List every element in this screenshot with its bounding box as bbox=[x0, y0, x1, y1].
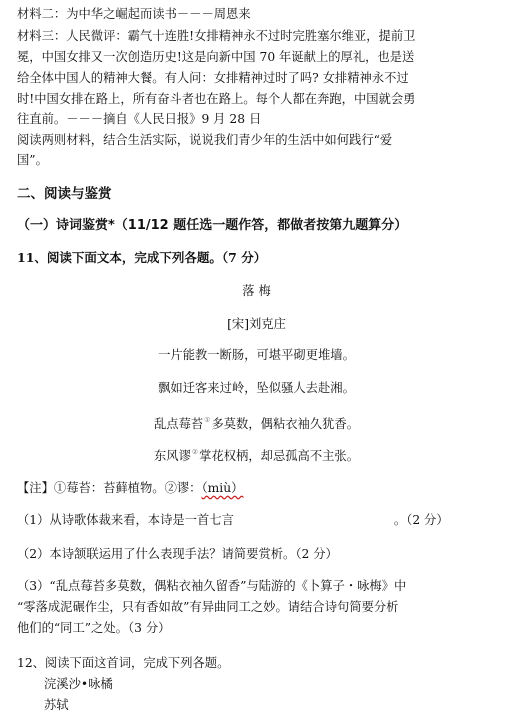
q11-heading: 11、阅读下面文本，完成下列各题。（7 分） bbox=[17, 250, 267, 265]
q12-author: 苏轼 bbox=[44, 698, 69, 712]
prompt-line-2: 国”。 bbox=[17, 153, 48, 167]
footnote-marker-1: ① bbox=[204, 416, 211, 424]
q11-sub-3-line-2: “零落成泥碾作尘，只有香如故”有异曲同工之妙。请结合诗句简要分析 bbox=[17, 600, 399, 614]
material-3-line-2: 冕，中国女排又一次创造历史!这是向新中国 70 年诞献上的厚礼，也是送 bbox=[17, 50, 415, 64]
poem-line-1: 一片能教一断肠，可堪平砌更堆墙。 bbox=[158, 348, 355, 362]
poem-line-2: 飘如迁客来过岭，坠似骚人去赴湘。 bbox=[158, 381, 355, 395]
pinyin-annotation: （miù） bbox=[201, 481, 244, 495]
q11-sub-1 bbox=[17, 512, 449, 528]
poem-line-3-part-b: 多莫数，偶粘衣袖久犹香。 bbox=[211, 417, 360, 431]
q11-sub-3-line-3: 他们的“同工”之处。（3 分） bbox=[17, 621, 171, 635]
poem-line-4-part-a: 东风谬 bbox=[153, 449, 191, 463]
poem-line-3-part-a: 乱点莓苔 bbox=[153, 417, 204, 431]
material-3-line-4: 时!中国女排在路上，所有奋斗者也在路上。每个人都在奔跑，中国就会勇 bbox=[17, 92, 416, 106]
q11-sub-1-text: （1）从诗歌体裁来看，本诗是一首七言 bbox=[17, 513, 234, 527]
q11-sub-1-score: 。（2 分） bbox=[393, 513, 449, 527]
prompt-line-1: 阅读两则材料，结合生活实际，说说我们青少年的生活中如何践行“爱 bbox=[17, 133, 393, 147]
q11-sub-3-line-1: （3）“乱点莓苔多莫数，偶粘衣袖久留香”与陆游的《卜算子・咏梅》中 bbox=[17, 579, 407, 593]
poem-line-3 bbox=[0, 412, 513, 432]
material-3-line-1: 材料三：人民微评：霸气十连胜!女排精神永不过时完胜塞尔维亚，提前卫 bbox=[17, 29, 416, 43]
q12-title: 浣溪沙•咏橘 bbox=[44, 677, 113, 691]
material-3-line-3: 给全体中国人的精神大餐。有人问：女排精神过时了吗? 女排精神永不过 bbox=[17, 71, 409, 85]
poem-line-4-part-b: 掌花权柄，却忌孤高不主张。 bbox=[199, 449, 360, 463]
poem-author: [宋]刘克庄 bbox=[227, 317, 286, 331]
section-title: 二、阅读与鉴赏 bbox=[17, 186, 112, 202]
q12-heading: 12、阅读下面这首词，完成下列各题。 bbox=[17, 656, 230, 670]
footnote-marker-2: ② bbox=[191, 448, 199, 456]
subsection-title: （一）诗词鉴赏*（11/12 题任选一题作答，都做者按第九题算分） bbox=[17, 218, 408, 233]
q11-sub-2: （2）本诗颔联运用了什么表现手法？请简要赏析。（2 分） bbox=[17, 547, 338, 561]
poem-title: 落 梅 bbox=[242, 284, 271, 298]
material-2-title: 材料二：为中华之崛起而读书－－－周恩来 bbox=[17, 7, 251, 21]
annotation bbox=[17, 480, 243, 496]
annotation-text: 【注】①莓苔：苔藓植物。②谬： bbox=[17, 481, 202, 495]
poem-line-4 bbox=[0, 444, 513, 464]
material-3-line-5: 往直前。－－－摘自《人民日报》9 月 28 日 bbox=[17, 112, 262, 126]
